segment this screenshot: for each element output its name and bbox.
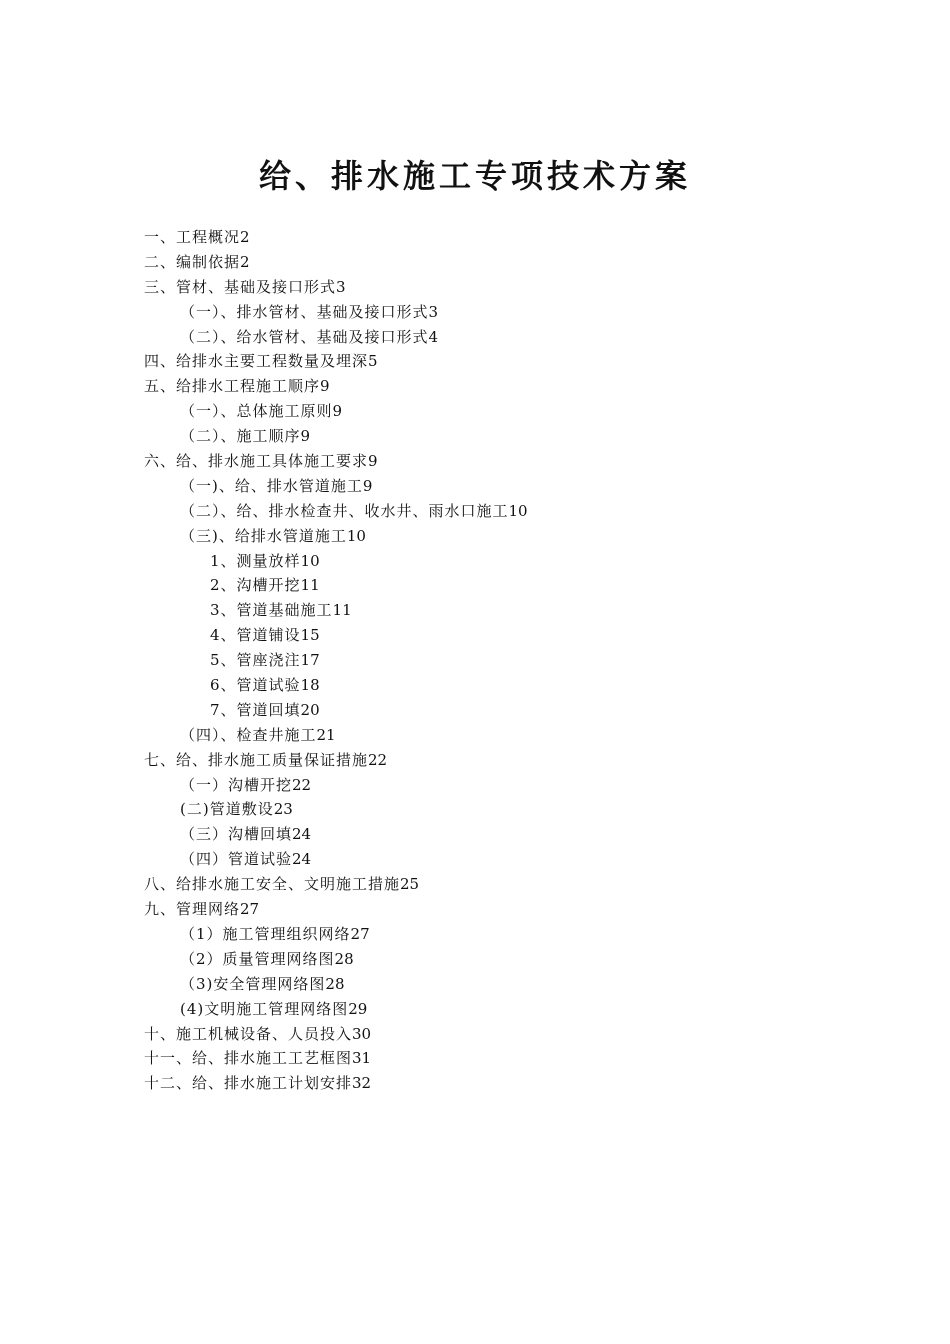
toc-entry-label: 五、给排水工程施工顺序 — [144, 377, 321, 396]
toc-entry-page-number: 15 — [300, 626, 320, 645]
toc-entry[interactable] — [144, 1071, 864, 1096]
toc-entry-page-number: 25 — [400, 875, 420, 894]
toc-entry[interactable] — [144, 349, 864, 374]
toc-entry-page-number: 24 — [292, 825, 312, 844]
toc-entry-label: （2）质量管理网络图 — [180, 949, 335, 968]
toc-entry-page-number: 22 — [292, 775, 312, 794]
toc-entry[interactable] — [144, 524, 864, 549]
toc-entry-label: （一）沟槽开挖 — [180, 775, 293, 794]
toc-entry-page-number: 3 — [428, 302, 439, 321]
toc-entry[interactable] — [144, 748, 864, 773]
toc-entry[interactable] — [144, 947, 864, 972]
toc-entry[interactable] — [144, 499, 864, 524]
toc-entry-page-number: 23 — [273, 800, 293, 819]
toc-entry-page-number: 32 — [352, 1074, 372, 1093]
toc-entry-label: 六、给、排水施工具体施工要求 — [144, 452, 369, 471]
toc-entry-label: 5、管座浇注 — [210, 651, 301, 670]
toc-entry-label: 十一、给、排水施工工艺框图 — [144, 1049, 353, 1068]
toc-entry-label: 七、给、排水施工质量保证措施 — [144, 750, 369, 769]
toc-entry-label: （二）、施工顺序 — [180, 427, 301, 446]
toc-entry-page-number: 10 — [300, 551, 320, 570]
toc-entry-label: （3)安全管理网络图 — [180, 974, 326, 993]
document-title: 给、排水施工专项技术方案 — [258, 157, 691, 195]
toc-entry-page-number: 9 — [300, 427, 311, 446]
toc-entry[interactable] — [144, 698, 864, 723]
toc-entry-page-number: 10 — [346, 526, 366, 545]
table-of-contents — [144, 225, 864, 1096]
toc-entry-page-number: 28 — [334, 949, 354, 968]
toc-entry[interactable] — [144, 897, 864, 922]
toc-entry-label: 4、管道铺设 — [210, 626, 301, 645]
toc-entry[interactable] — [144, 1022, 864, 1047]
toc-entry-page-number: 4 — [428, 327, 439, 346]
toc-entry[interactable] — [144, 922, 864, 947]
toc-entry[interactable] — [144, 1046, 864, 1071]
toc-entry[interactable] — [144, 598, 864, 623]
toc-entry-label: （一）、总体施工原则 — [180, 402, 333, 421]
toc-entry-page-number: 18 — [300, 676, 320, 695]
toc-entry[interactable] — [144, 474, 864, 499]
toc-entry[interactable] — [144, 399, 864, 424]
toc-entry[interactable] — [144, 773, 864, 798]
toc-entry[interactable] — [144, 872, 864, 897]
toc-entry-page-number: 30 — [352, 1024, 372, 1043]
toc-entry[interactable] — [144, 300, 864, 325]
toc-entry-page-number: 21 — [316, 725, 336, 744]
toc-entry-label: 7、管道回填 — [210, 700, 301, 719]
toc-entry-page-number: 29 — [348, 999, 368, 1018]
toc-entry[interactable] — [144, 997, 864, 1022]
toc-entry-label: 2、沟槽开挖 — [210, 576, 301, 595]
toc-entry-page-number: 9 — [332, 402, 343, 421]
toc-entry-page-number: 9 — [368, 452, 378, 471]
toc-entry-page-number: 10 — [508, 501, 528, 520]
toc-entry-page-number: 11 — [332, 601, 352, 620]
toc-entry[interactable] — [144, 847, 864, 872]
toc-entry-label: （二）、给、排水检查井、收水井、雨水口施工 — [180, 501, 509, 520]
toc-entry-label: （1）施工管理组织网络 — [180, 924, 351, 943]
toc-entry-page-number: 5 — [368, 352, 378, 371]
toc-entry-label: 十二、给、排水施工计划安排 — [144, 1074, 353, 1093]
toc-entry-label: 1、测量放样 — [210, 551, 301, 570]
toc-entry-label: （三)、给排水管道施工 — [180, 526, 347, 545]
toc-entry-page-number: 24 — [292, 850, 312, 869]
toc-entry-label: 3、管道基础施工 — [210, 601, 333, 620]
toc-entry-page-number: 9 — [362, 476, 373, 495]
toc-entry[interactable] — [144, 225, 864, 250]
toc-entry[interactable] — [144, 325, 864, 350]
toc-entry-label: （一）、排水管材、基础及接口形式 — [180, 302, 429, 321]
toc-entry-page-number: 31 — [352, 1049, 372, 1068]
toc-entry-label: 四、给排水主要工程数量及埋深 — [144, 352, 369, 371]
toc-entry[interactable] — [144, 549, 864, 574]
toc-entry[interactable] — [144, 275, 864, 300]
toc-entry[interactable] — [144, 972, 864, 997]
toc-entry-label: (二)管道敷设 — [180, 800, 274, 819]
toc-entry-label: （一)、给、排水管道施工 — [180, 476, 363, 495]
toc-entry[interactable] — [144, 374, 864, 399]
toc-entry-label: 一、工程概况 — [144, 228, 241, 246]
toc-entry-page-number: 2 — [240, 252, 250, 271]
toc-entry-page-number: 9 — [320, 377, 330, 396]
toc-entry-page-number: 27 — [350, 924, 370, 943]
toc-entry-label: 二、编制依据 — [144, 252, 241, 271]
toc-entry[interactable] — [144, 797, 864, 822]
toc-entry[interactable] — [144, 673, 864, 698]
toc-entry-page-number: 3 — [336, 277, 346, 296]
toc-entry-page-number: 20 — [300, 700, 320, 719]
toc-entry-label: （四）、检查井施工 — [180, 725, 317, 744]
toc-entry-label: (4)文明施工管理网络图 — [180, 999, 349, 1018]
toc-entry[interactable] — [144, 822, 864, 847]
toc-entry[interactable] — [144, 648, 864, 673]
toc-entry[interactable] — [144, 250, 864, 275]
toc-entry-label: （三）沟槽回填 — [180, 825, 293, 844]
toc-entry-label: （二）、给水管材、基础及接口形式 — [180, 327, 429, 346]
toc-entry-label: 6、管道试验 — [210, 676, 301, 695]
toc-entry[interactable] — [144, 424, 864, 449]
toc-entry-page-number: 27 — [240, 900, 260, 919]
toc-entry-page-number: 17 — [300, 651, 320, 670]
toc-entry-page-number: 2 — [240, 228, 250, 246]
toc-entry[interactable] — [144, 573, 864, 598]
toc-entry-label: 九、管理网络 — [144, 900, 241, 919]
toc-entry-label: 三、管材、基础及接口形式 — [144, 277, 337, 296]
toc-entry[interactable] — [144, 623, 864, 648]
toc-entry-page-number: 22 — [368, 750, 388, 769]
toc-entry[interactable] — [144, 449, 864, 474]
toc-entry-page-number: 11 — [300, 576, 320, 595]
toc-entry-page-number: 28 — [325, 974, 345, 993]
toc-entry-label: 八、给排水施工安全、文明施工措施 — [144, 875, 401, 894]
toc-entry-label: 十、施工机械设备、人员投入 — [144, 1024, 353, 1043]
toc-entry-label: （四）管道试验 — [180, 850, 293, 869]
toc-entry[interactable] — [144, 723, 864, 748]
